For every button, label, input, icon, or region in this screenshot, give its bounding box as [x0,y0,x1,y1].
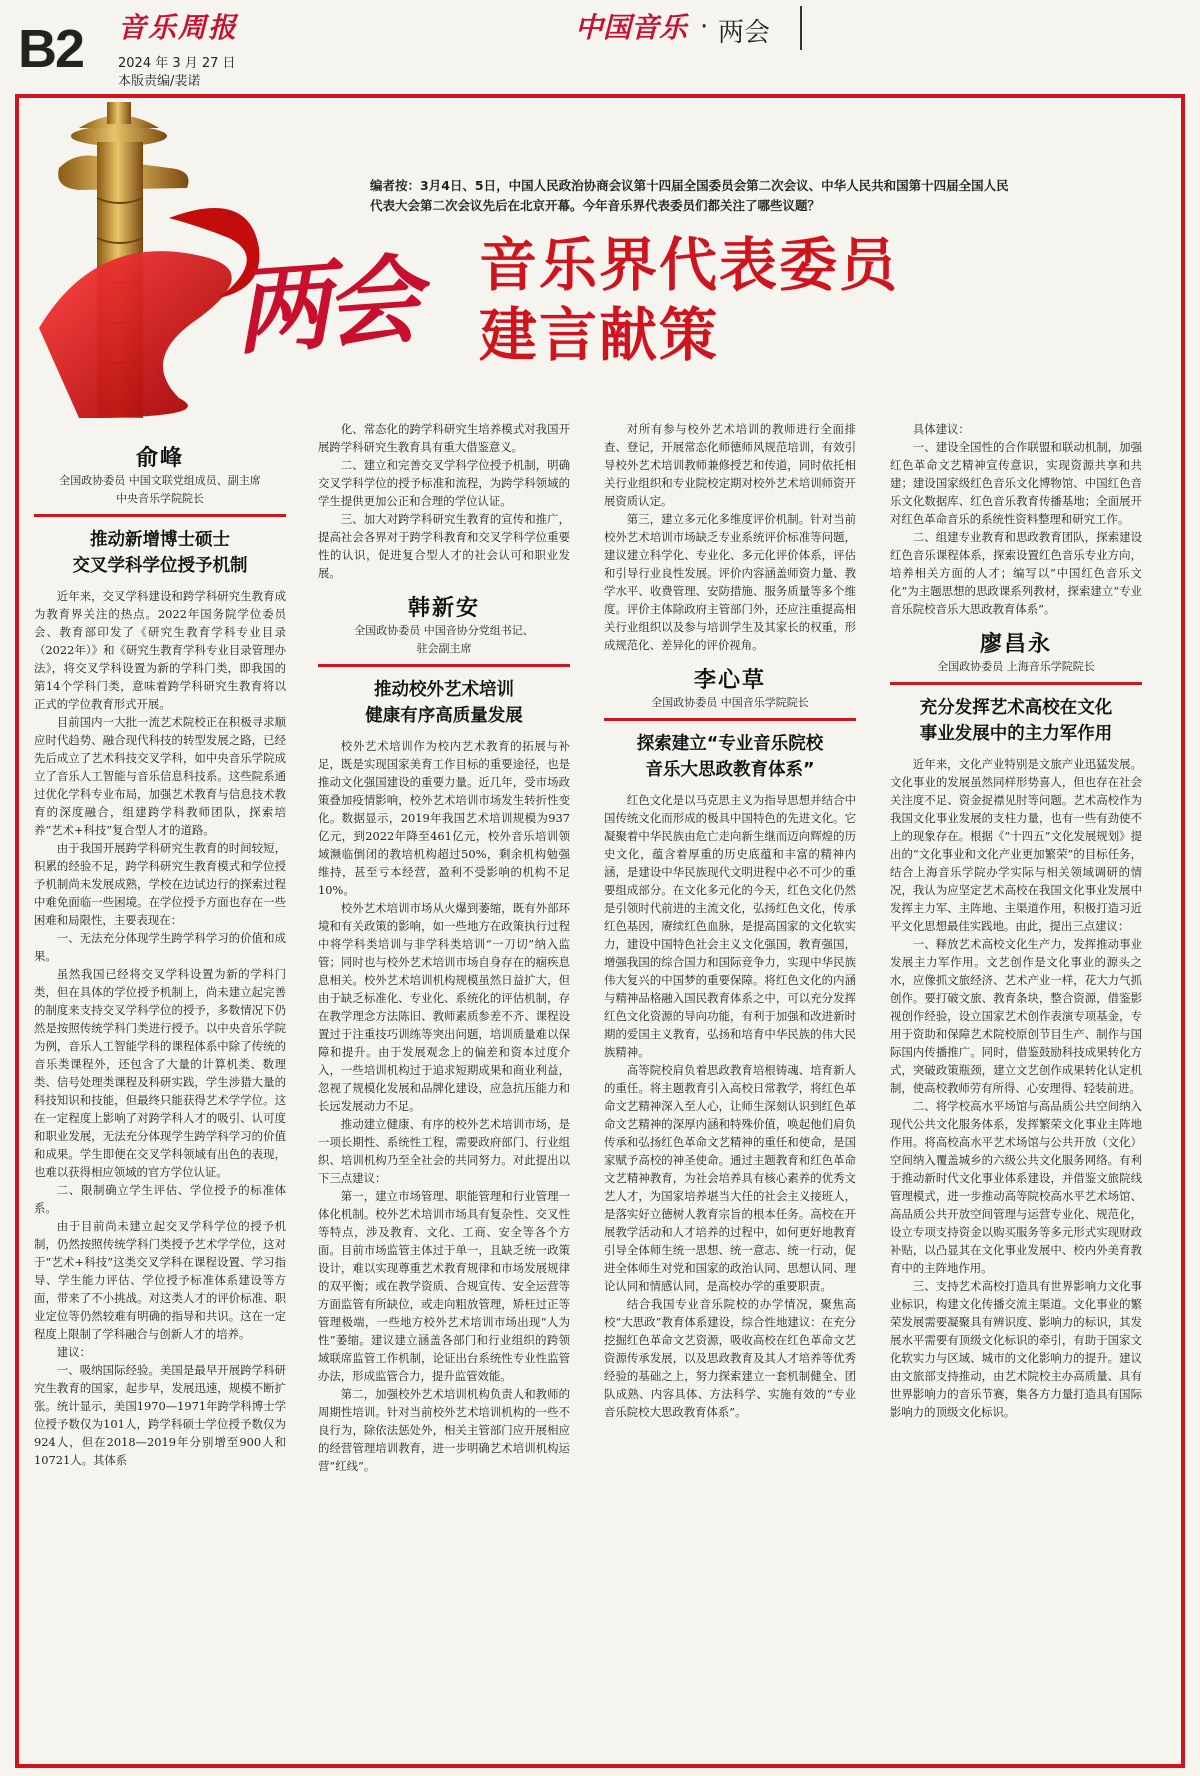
column-3 [604,420,856,1421]
lianghui-calligraphy: 两会 [230,242,419,369]
author-title: 全国政协委员 上海音乐学院院长 [937,660,1095,673]
paragraph: 一、无法充分体现学生跨学科学习的价值和成果。 [34,931,286,963]
paragraph: 虽然我国已经将交叉学科设置为新的学科门类，但在具体的学位授予机制上，尚未建立起完善的制度来支持交叉学科学位的授予，多数情况下仍然是按照传统学科门类进行授予。以中央音乐学院为例，音乐人工智能学科的课程体系中除了传统的音乐类课程外，还包含了大量的计算机类、数理类、信号处理类课程及科研实践，学生涉猎大量的科技知识和技能，但最终只能获得艺术学学位。这在一定程度上影响了对跨学科人才的吸引、认可度和职业发展，无法充分体现学生跨学科学习的价值和成果。学生即便在交叉学科领域有出色的表现，也难以获得相应领域的官方学位认证。 [34,967,286,1179]
author-title: 中央音乐学院院长 [116,492,204,505]
article-title-line: 交叉学科学位授予机制 [72,556,248,576]
paper-name: 音乐周报 [118,11,239,44]
article-title [34,514,286,579]
paragraph: 化、常态化的跨学科研究生培养模式对我国开展跨学科研究生教育具有重大借鉴意义。 [318,422,570,454]
author-title: 驻会副主席 [416,642,472,655]
paragraph: 校外艺术培训市场从火爆到萎缩，既有外部环境和有关政策的影响，如一些地方在政策执行过程中将学科类培训与非学科类培训“一刀切”纳入监管；同时也与校外艺术培训市场自身存在的痼疾息息相关。校外艺术培训机构规模虽然日益扩大，但由于缺乏标准化、专业化、系统化的评估机制，存在教学理念方法陈旧、教师素质参差不齐、课程设置过于注重技巧训练等突出问题，培训质量难以保障和提升。由于发展观念上的偏差和资本过度介入，一些培训机构过于追求短期成果和商业利益，忽视了规模化发展和品牌化建设，应急抗压能力和长远发展动力不足。 [318,901,570,1113]
column-2 [318,420,570,1475]
paragraph: 推动建立健康、有序的校外艺术培训市场，是一项长期性、系统性工程，需要政府部门、行业组织、培训机构乃至全社会的共同努力。对此提出以下三点建议： [318,1117,570,1185]
paragraph: 第三，建立多元化多维度评价机制。针对当前校外艺术培训市场缺乏专业系统评价标准等问题，建议建立科学化、专业化、多元化评价体系，评估和引导行业良性发展。评价内容涵盖师资力量、教学水平、收费管理、安防措施、服务质量等多个维度。评价主体除政府主管部门外，还应注重提高相关行业组织以及参与培训学生及其家长的权重，形成规范化、差异化的评价视角。 [604,512,856,652]
paragraph: 二、建立和完善交叉学科学位授予机制，明确交叉学科学位的授予标准和流程，为跨学科领域的学生提供更加公正和合理的学位认证。 [318,458,570,508]
paragraph: 结合我国专业音乐院校的办学情况，聚焦高校“大思政”教育体系建设，综合性地建议：在充分挖掘红色革命文艺资源，吸收高校在红色革命文艺资源传承发展，以及思政教育及其人才培养等优秀经验的基础之上，努力探索建立一套机制健全、团队成熟、内容具体、方法科学、实施有效的“专业音乐院校大思政教育体系”。 [604,1297,856,1419]
author-title: 全国政协委员 中国文联党组成员、副主席 [59,474,261,487]
author-block-hanxinan [318,596,570,658]
column-1 [34,446,286,1469]
paragraph: 一、释放艺术高校文化生产力，发挥推动事业发展主力军作用。文艺创作是文化事业的源头之水，应像抓文旅经济、艺术产业一样，花大力气抓创作。要打破文旅、教育条块，整合资源，借鉴影视创作经验，设立国家艺术创作表演专项基金，专用于资助和保障艺术院校原创节目生产、制作与国际国内传播推广。同时，借鉴鼓励科技成果转化方式，突破政策瓶颈，建立文艺创作成果转化认定机制，使高校教师劳有所得、心安理得、轻装前进。 [890,937,1142,1095]
paragraph: 二、将学校高水平场馆与高品质公共空间纳入现代公共文化服务体系，发挥繁荣文化事业主阵地作用。将高校高水平艺术场馆与公共开放（文化）空间纳入覆盖城乡的六级公共文化服务网络。有利于推动新时代文化事业体系建设，并借鉴文旅院线管理模式，进一步推动高等院校高水平艺术场馆、高品质公共开放空间管理与运营专业化、规范化，设立专项支持资金以购买服务等多元形式实现财政补贴，以凸显其在文化事业发展中、校内外美育教育中的主阵地作用。 [890,1099,1142,1275]
paragraph: 三、加大对跨学科研究生教育的宣传和推广，提高社会各界对于跨学科教育和交叉学科学位重要性的认识，促进复合型人才的社会认可和职业发展。 [318,512,570,580]
article-title [604,718,856,783]
article-title [318,664,570,729]
article-title [890,682,1142,747]
page-editor: 本版责编/裴诺 [118,74,201,89]
article-title-line: 健康有序高质量发展 [365,706,523,726]
section-brand: 中国音乐 [575,11,688,44]
paragraph: 高等院校肩负着思政教育培根铸魂、培育新人的重任。将主题教育引入高校日常教学，将红色革命文艺精神深入至人心，让师生深刻认识到红色革命文艺精神的深厚内涵和特殊价值，唤起他们肩负传承和弘扬红色革命文艺精神的重任和使命，是国家赋予高校的神圣使命。通过主题教育和红色革命文艺精神教育，为社会培养具有核心素养的优秀文艺人才，为国家培养堪当大任的社会主义接班人，是落实好立德树人教育宗旨的根本任务。高校在开展教学活动和人才培养的过程中，如何更好地教育引导全体师生统一思想、统一意志、统一行动，促进全体师生对党和国家的政治认同、思想认同、理论认同和情感认同，是高校办学的重要职责。 [604,1063,856,1293]
masthead-divider [800,6,802,50]
issue-date: 2024 年 3 月 27 日 [118,56,236,71]
paragraph: 第一，建立市场管理、职能管理和行业管理一体化机制。校外艺术培训市场具有复杂性、交叉性等特点，涉及教育、文化、工商、安全等各个方面。目前市场监管主体过于单一，且缺乏统一政策设计，难以实现尊重艺术教育规律和市场发展规律的双平衡；或在教学资质、合规宣传、安全运营等方面监管有所缺位，或走向粗放管理，矫枉过正等管理极端，一些地方校外艺术培训市场出现“人为性”萎缩。建议建立涵盖各部门和行业组织的跨领域联席监管工作机制，论证出台系统性专业性监管办法，形成监管合力，提升监管效能。 [318,1189,570,1383]
section-name: 两会 [718,18,771,48]
headline-line-1: 音乐界代表委员 [479,231,900,299]
author-name: 李心草 [693,668,766,693]
author-name: 俞峰 [135,446,184,471]
paragraph: 具体建议： [912,422,970,436]
author-title: 全国政协委员 中国音协分党组书记、 [354,624,534,637]
article-title-line: 推动新增博士硕士 [90,530,230,550]
author-name: 韩新安 [407,596,480,621]
author-block-lixincao [604,668,856,712]
article-title-line: 探索建立“专业音乐院校 [636,734,824,754]
paragraph: 红色文化是以马克思主义为指导思想并结合中国传统文化而形成的极具中国特色的先进文化。它凝聚着中华民族由危亡走向新生继而迈向辉煌的历史文化，蕴含着厚重的历史底蕴和丰富的精神内涵，是建设中华民族现代文明进程中必不可少的重要组成部分。在文化多元化的今天，红色文化仍然是引领时代前进的主流文化，弘扬红色文化，传承红色基因，赓续红色血脉，是提高国家的文化软实力，建设中国特色社会主义文化强国，教育强国，增强我国的综合国力和国际竞争力，实现中华民族伟大复兴的中国梦的重要保障。将红色文化的内涵与精神品格融入国民教育体系之中，可以充分发挥红色文化资源的导向功能，有利于加强和改进新时期的爱国主义教育，弘扬和培育中华民族的伟大民族精神。 [604,793,856,1059]
paragraph: 由于我国开展跨学科研究生教育的时间较短，积累的经验不足，跨学科研究生教育模式和学位授予机制尚未发展成熟，学校在边试边行的探索过程中难免面临一些困境。在学位授予方面也存在一些困难和局限性，主要表现在： [34,841,286,927]
paragraph: 三、支持艺术高校打造具有世界影响力文化事业标识，构建文化传播交流主渠道。文化事业的繁荣发展需要凝聚具有辨识度、影响力的标识，其发展水平需要有顶级文化标识的牵引，有助于国家文化软实力与区域、城市的文化影响力的提升。建议由文旅部支持推动，由艺术院校主办高质量、具有世界影响力的音乐节赛，集各方力量打造具有国际影响力的顶级文化标识。 [890,1279,1142,1419]
editor-note: 编者按：3月4日、5日，中国人民政治协商会议第十四届全国委员会第二次会议、中华人民共和国第十四届全国人民代表大会第二次会议先后在北京开幕。今年音乐界代表委员们都关注了哪些议题？ [370,178,1009,213]
page-headline [479,230,899,370]
paragraph: 二、限制确立学生评估、学位授予的标准体系。 [34,1183,286,1215]
masthead [0,0,1200,90]
paragraph: 对所有参与校外艺术培训的教师进行全面排查、登记，开展常态化师德师风规范培训，有效引导校外艺术培训教师兼修授艺和传道，同时依托相关行业组织和专业院校定期对校外艺术培训师资开展资质认定。 [604,422,856,508]
paragraph: 近年来，交叉学科建设和跨学科研究生教育成为教育界关注的热点。2022年国务院学位委员会、教育部印发了《研究生教育学科专业目录（2022年）》和《研究生教育学科专业目录管理办法》，将交叉学科设置为新的学科门类，即我国的第14个学科门类，意味着跨学科研究生教育将以正式的学位教育形式开展。 [34,589,286,711]
article-title-line: 充分发挥艺术高校在文化 [919,698,1113,718]
author-name: 廖昌永 [979,632,1052,657]
paragraph: 校外艺术培训作为校内艺术教育的拓展与补足，既是实现国家美育工作目标的重要途径，也是推动文化强国建设的重要力量。近几年，受市场政策叠加疫情影响，校外艺术培训市场发生转折性变化。数据显示，2019年我国艺术培训规模为937亿元，到2022年降至461亿元，校外音乐培训领域濒临倒闭的教培机构超过50%，剩余机构勉强维持，甚至亏本经营，盈利不受影响的机构不足10%。 [318,739,570,897]
paragraph: 目前国内一大批一流艺术院校正在积极寻求顺应时代趋势、融合现代科技的转型发展之路，已经先后成立了艺术科技交叉学科，如中央音乐学院成立了音乐人工智能与音乐信息科技系。这些院系通过优化学科专业布局，加强艺术教育与信息技术教育的深度融合，组建跨学科教师团队，探索培养“艺术+科技”复合型人才的道路。 [34,715,286,837]
paragraph: 建议： [56,1345,91,1359]
author-title: 全国政协委员 中国音乐学院院长 [651,696,809,709]
headline-line-2: 建言献策 [479,301,720,369]
paragraph: 一、吸纳国际经验。美国是最早开展跨学科研究生教育的国家，起步早，发展迅速，规模不断扩张。统计显示，美国1970—1971年跨学科博士学位授予数仅为101人，跨学科硕士学位授予数仅为924人，但在2018—2019年分别增至900人和10721人。其体系 [34,1363,286,1467]
column-4 [890,420,1142,1421]
article-title-line: 音乐大思政教育体系” [645,760,815,780]
paragraph: 二、组建专业教育和思政教育团队，探索建设红色音乐课程体系，探索设置红色音乐专业方向，培养相关方面的人才；编写以“中国红色音乐文化”为主题思想的思政课系列教材，探索建立“专业音乐院校音乐大思政教育体系”。 [890,530,1142,616]
author-block-liaochangyong [890,632,1142,676]
paragraph: 近年来，文化产业特别是文旅产业迅猛发展。文化事业的发展虽然同样形势喜人，但也存在社会关注度不足、资金捉襟见肘等问题。艺术高校作为我国文化事业发展的支柱力量，也有一些有劲使不上的现象存在。根据《“十四五”文化发展规划》提出的“文化事业和文化产业更加繁荣”的目标任务，结合上海音乐学院办学实际与相关领域调研的情况，我认为应坚定艺术高校在我国文化事业发展中发挥主力军、主阵地、主渠道作用，积极打造习近平文化思想最佳实践地。由此，提出三点建议： [890,757,1142,933]
article-title-line: 事业发展中的主力军作用 [919,724,1113,744]
banner [19,98,1181,418]
paragraph: 由于目前尚未建立起交叉学科学位的授予机制，仍然按照传统学科门类授予艺术学学位，这对于“艺术+科技”这类交叉学科在课程设置、学习指导、学生能力评估、学位授予标准体系建设等方面，带来了不小挑战。对这类人才的评价标准、职业定位等仍然较难有明确的指导和共识。这在一定程度上限制了学科融合与创新人才的培养。 [34,1219,286,1341]
page-number: B2 [18,19,84,79]
section-separator: · [700,12,709,42]
author-block-yufeng [34,446,286,508]
paragraph: 一、建设全国性的合作联盟和联动机制，加强红色革命文艺精神宣传意识，实现资源共享和共建；建设国家级红色音乐文化博物馆、中国红色音乐文化数据库、红色音乐教育传播基地；全面展开对红色革命音乐的系统性资料整理和研究工作。 [890,440,1142,526]
article-title-line: 推动校外艺术培训 [374,680,514,700]
paragraph: 第二，加强校外艺术培训机构负责人和教师的周期性培训。针对当前校外艺术培训机构的一些不良行为，除依法惩处外，相关主管部门应开展相应的经营管理培训教育，进一步明确艺术培训机构运营“红线”。 [318,1387,570,1473]
